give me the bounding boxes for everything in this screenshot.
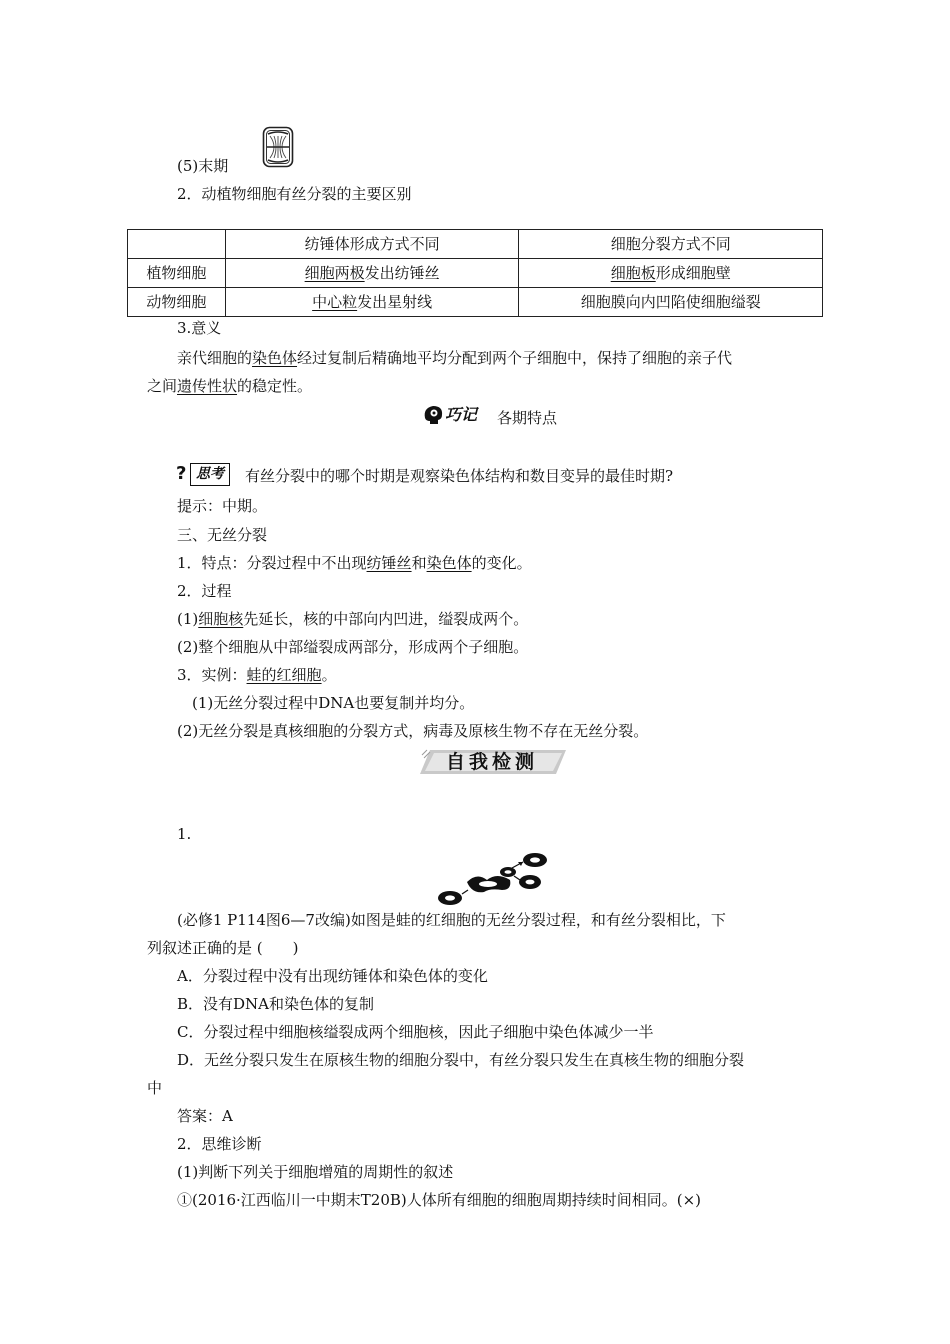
table-header-cell: [128, 230, 226, 259]
table-header-row: [128, 230, 823, 259]
question-mark-icon: ?: [176, 463, 187, 484]
table-cell: 动物细胞: [128, 288, 226, 317]
process-step-1: (1)细胞核先延长，核的中部向内凹进，缢裂成两个。: [177, 610, 529, 628]
hint-text: 提示：中期。: [177, 497, 268, 515]
think-badge: 思考: [190, 463, 230, 486]
q2-subtitle: (1)判断下列关于细胞增殖的周期性的叙述: [177, 1163, 454, 1181]
table-row: [128, 259, 823, 288]
frog-red-cell-division-figure: [438, 850, 553, 908]
q1-number: 1.: [177, 825, 192, 843]
table-row: [128, 288, 823, 317]
q2-item-1: ①(2016·江西临川一中期末T20B)人体所有细胞的细胞周期持续时间相同。(×): [177, 1191, 702, 1209]
memo-badge: 巧记: [445, 405, 478, 424]
q1-stem-line-1: (必修1 P114图6—7改编)如图是蛙的红细胞的无丝分裂过程，和有丝分裂相比，下: [177, 911, 726, 929]
telophase-label: (5)末期: [177, 157, 229, 175]
q1-option-d-continued: 中: [147, 1079, 163, 1097]
self-test-banner: 自我检测: [446, 751, 539, 773]
process-step-2: (2)整个细胞从中部缢裂成两部分，形成两个子细胞。: [177, 638, 529, 656]
table-cell: 植物细胞: [128, 259, 226, 288]
feature-line: 1．特点：分裂过程中不出现纺锤丝和染色体的变化。: [177, 554, 532, 572]
memo-text: 各期特点: [497, 409, 558, 427]
table-cell: 中心粒发出星射线: [225, 288, 519, 317]
comparison-table: [127, 229, 823, 317]
section-3-title: 三、无丝分裂: [177, 526, 268, 544]
telophase-cell-icon: [262, 126, 294, 168]
item-2-title: 2．动植物细胞有丝分裂的主要区别: [177, 185, 412, 203]
think-question: 有丝分裂中的哪个时期是观察染色体结构和数目变异的最佳时期?: [245, 467, 674, 485]
table-header-cell: 细胞分裂方式不同: [519, 230, 823, 259]
table-cell: 细胞膜向内凹陷使细胞缢裂: [519, 288, 823, 317]
q2-title: 2．思维诊断: [177, 1135, 262, 1153]
meaning-line-1: 亲代细胞的染色体经过复制后精确地平均分配到两个子细胞中，保持了细胞的亲子代: [177, 349, 733, 367]
item-3-title: 3.意义: [177, 319, 222, 337]
q1-option-c: C．分裂过程中细胞核缢裂成两个细胞核，因此子细胞中染色体减少一半: [177, 1023, 654, 1041]
table-cell: 细胞两极发出纺锤丝: [225, 259, 519, 288]
memo-head-icon: [422, 404, 444, 426]
q1-option-b: B．没有DNA和染色体的复制: [177, 995, 375, 1013]
q1-option-a: A．分裂过程中没有出现纺锤体和染色体的变化: [177, 967, 488, 985]
note-1: (1)无丝分裂过程中DNA也要复制并均分。: [192, 694, 475, 712]
q1-stem-line-2: 列叙述正确的是 ( ): [147, 939, 299, 957]
example-line: 3．实例：蛙的红细胞。: [177, 666, 337, 684]
q1-answer: 答案：A: [177, 1107, 233, 1125]
table-cell: 细胞板形成细胞壁: [519, 259, 823, 288]
note-2: (2)无丝分裂是真核细胞的分裂方式，病毒及原核生物不存在无丝分裂。: [177, 722, 649, 740]
table-header-cell: 纺锤体形成方式不同: [225, 230, 519, 259]
process-title: 2．过程: [177, 582, 232, 600]
meaning-line-2: 之间遗传性状的稳定性。: [147, 377, 313, 395]
q1-option-d: D．无丝分裂只发生在原核生物的细胞分裂中，有丝分裂只发生在真核生物的细胞分裂: [177, 1051, 745, 1069]
